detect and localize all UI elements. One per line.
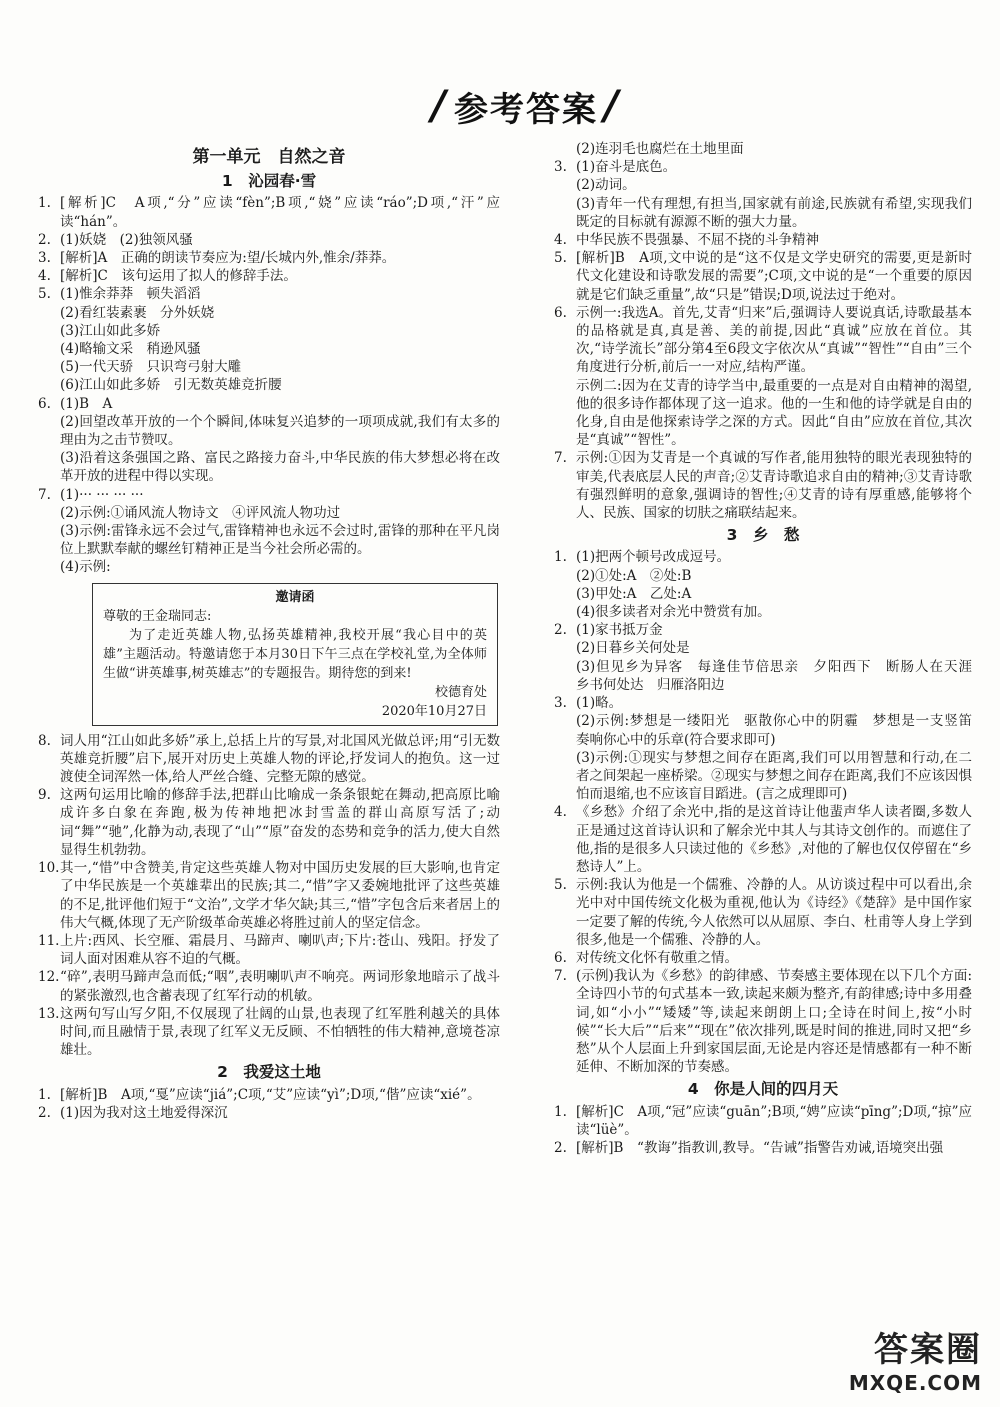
answer-item [38, 285, 500, 303]
answer-text: [解析]B A项,“戛”应读“jiá”;C项,“艾”应读“yì”;D项,“偕”应读“xié”。 [60, 1086, 481, 1103]
answer-number: 2. [38, 1104, 51, 1121]
answer-text: 示例:我认为他是一个儒雅、冷静的人。从访谈过程中可以看出,余光中对中国传统文化极为重视,他认为《诗经》《楚辞》是中国作家一定要了解的传统,今人依然可以从屈原、李白、杜甫等人身上学到很多,他是一个儒雅、冷静的人。 [576, 877, 972, 948]
unit-title: 第一单元 自然之音 [192, 147, 346, 167]
answer-text: 其一,“惜”中含赞美,肯定这些英雄人物对中国历史发展的巨大影响,也肯定了中华民族是一个英雄辈出的民族;其二,“惜”字又委婉地批评了这些英雄的不足,批评他们短于“文治”,文学才华欠缺;其三,“惜”字包含后来者居上的伟大气概,体现了无产阶级革命英雄必将胜过前人的坚定信念。 [60, 860, 500, 931]
answer-item [554, 803, 972, 876]
answer-text: [解析]C A项,“分”应读“fèn”;B项,“娆”应读“ráo”;D项,“汗”应读“hán”。 [60, 195, 500, 230]
answer-item [38, 732, 500, 787]
answer-subline: (2)示例:①诵风流人物诗文 ④评风流人物功过 [60, 504, 341, 521]
answer-subline: (3)沿着这条强国之路、富民之路接力奋斗,中华民族的伟大梦想必将在改革开放的进程中得以实现。 [60, 450, 500, 485]
answer-subline: (3)但见乡为异客 每逢佳节倍思亲 夕阳西下 断肠人在天涯 乡书何处达 归雁洛阳边 [576, 658, 986, 693]
answer-text: (1)把两个顿号改成逗号。 [576, 549, 731, 566]
left-column [38, 140, 500, 1122]
answer-subline: (3)青年一代有理想,有担当,国家就有前途,民族就有希望,实现我们既定的目标就有源源不断的强大力量。 [576, 195, 972, 230]
answer-item [38, 859, 500, 932]
answer-item [38, 786, 500, 859]
answer-item [554, 694, 972, 712]
page-title-text: 参考答案 [454, 89, 598, 130]
answer-text: (1)奋斗是底色。 [576, 159, 677, 176]
answer-number: 1. [554, 549, 567, 566]
answer-number: 1. [554, 1103, 567, 1120]
answer-subline: (4)示例: [60, 559, 111, 576]
answer-text: (1)B A [60, 395, 113, 412]
answer-item [38, 1104, 500, 1122]
answer-item [554, 1103, 972, 1139]
answer-item [38, 231, 500, 249]
answer-subline: 示例二:因为在艾青的诗学当中,最重要的一点是对自由精神的渴望,他的很多诗作都体现了这一追求。他的一生和他的诗学就是自由的化身,自由是他探索诗学之深的方式。因此“自由”应放在首位,其次是“真诚”“智性”。 [576, 377, 972, 449]
answer-number: 13. [38, 1005, 60, 1022]
answer-subline: (6)江山如此多娇 引无数英雄竞折腰 [60, 377, 282, 394]
watermark-logo: 答案圈 [874, 1330, 982, 1370]
right-column [554, 140, 986, 1157]
answer-number: 10. [38, 860, 60, 877]
answer-subline: (2)回望改革开放的一个个瞬间,体味复兴追梦的一项项成就,我们有太多的理由为之击节赞叹。 [60, 413, 500, 449]
answer-subline: (4)略输文采 稍逊风骚 [60, 341, 201, 358]
answer-number: 7. [554, 450, 567, 467]
answer-text: 中华民族不畏强暴、不屈不挠的斗争精神 [576, 232, 819, 249]
lesson-title: 1 沁园春·雪 [221, 172, 317, 191]
answer-text: [解析]C A项,“冠”应读“guān”;B项,“娉”应读“pīng”;D项,“掠”应读“lüè”。 [576, 1103, 972, 1138]
answer-number: 1. [38, 1086, 51, 1103]
answer-text: (1)··· ··· ··· ··· [60, 486, 144, 503]
answer-number: 9. [38, 787, 51, 804]
answer-item [38, 267, 500, 285]
answer-item [554, 249, 972, 304]
answer-item [38, 194, 500, 230]
answer-item [38, 932, 500, 968]
answer-text: “碎”,表明马蹄声急而低;“咽”,表明喇叭声不响亮。两词形象地暗示了战斗的紧张激烈,也含蓄表现了红军行动的机敏。 [60, 969, 500, 1004]
answer-number: 7. [38, 486, 51, 503]
answer-number: 8. [38, 732, 51, 749]
answer-number: 7. [554, 968, 567, 985]
invitation-greeting: 尊敬的王金瑞同志: [103, 608, 212, 624]
answer-text: [解析]C 该句运用了拟人的修辞手法。 [60, 268, 297, 285]
answer-number: 6. [554, 304, 567, 321]
invitation-signer: 校德育处 [434, 684, 487, 700]
answer-item [554, 158, 972, 176]
answer-text: 这两句写山写夕阳,不仅展现了壮阔的山景,也表现了红军胜利越关的具体时间,而且融情于景,表现了红军义无反顾、不怕牺牲的伟大精神,意境苍凉雄壮。 [60, 1005, 500, 1059]
answer-text: 词人用“江山如此多娇”承上,总括上片的写景,对北国风光做总评;用“引无数英雄竞折腰”启下,展开对历史上英雄人物的评论,抒发词人的抱负。这一过渡使全词浑然一体,给人严丝合缝、完整无隙的感觉。 [60, 732, 500, 786]
answer-item [554, 449, 972, 522]
answer-subline: (3)示例:①现实与梦想之间存在距离,我们可以用智慧和行动,在二者之间架起一座桥梁。②现实与梦想之间存在距离,我们不应该因惧怕而退缩,也不应该盲目蹈进。(言之成理即可) [576, 749, 972, 803]
invitation-body: 为了走近英雄人物,弘扬英雄精神,我校开展“我心目中的英雄”主题活动。特邀请您于本月30日下午三点在学校礼堂,为全体师生做“讲英雄事,树英雄志”的专题报告。期待您的到来! [103, 627, 487, 681]
answer-number: 5. [554, 250, 567, 267]
answer-item [554, 967, 972, 1076]
answer-number: 5. [38, 286, 51, 303]
watermark [849, 1322, 982, 1395]
answer-number: 6. [38, 395, 51, 412]
answer-item [38, 249, 500, 267]
invitation-date: 2020年10月27日 [381, 703, 487, 719]
answer-number: 12. [38, 969, 60, 986]
answer-item [554, 876, 972, 949]
answer-text: (1)家书抵万金 [576, 622, 663, 639]
answer-text: (示例)我认为《乡愁》的韵律感、节奏感主要体现在以下几个方面:全诗四小节的句式基本一致,读起来颇为整齐,有韵律感;诗中多用叠词,如“小小”“矮矮”等,读起来朗朗上口;全诗在时间上,按“小时候”“长大后”“后来”“现在”依次排列,既是时间的推进,同时又把“乡愁”从个人层面上升到家国层面,无论是内容还是情感都有一种不断延伸、不断加深的节奏感。 [576, 968, 972, 1076]
answer-item [554, 949, 972, 967]
answer-subline: (2)动词。 [576, 177, 636, 194]
answer-number: 4. [554, 804, 567, 821]
answer-item [38, 968, 500, 1004]
answer-text: (1)因为我对这土地爱得深沉 [60, 1104, 228, 1121]
title-slash-right: / [604, 83, 621, 129]
answer-item [38, 486, 500, 504]
invitation-letter [92, 583, 498, 726]
answer-number: 2. [554, 622, 567, 639]
answer-number: 5. [554, 877, 567, 894]
answer-text: (1)略。 [576, 695, 623, 712]
answer-item [554, 304, 972, 377]
answer-subline: (2)看红装素裹 分外妖娆 [60, 304, 215, 321]
answer-number: 11. [38, 932, 60, 949]
answer-text: (1)妖娆 (2)独领风骚 [60, 231, 193, 248]
answer-number: 2. [38, 231, 51, 248]
answer-item [554, 621, 972, 639]
answer-text: 这两句运用比喻的修辞手法,把群山比喻成一条条银蛇在舞动,把高原比喻成许多白象在奔跑,极为传神地把冰封雪盖的群山高原写活了;动词“舞”“驰”,化静为动,表现了“山”“原”奋发的态势和竞争的活力,使大自然显得生机勃勃。 [60, 787, 500, 858]
answer-subline: (5)一代天骄 只识弯弓射大雕 [60, 359, 242, 376]
answer-subline: (2)①处:A ②处:B [576, 567, 692, 584]
answer-number: 4. [554, 232, 567, 249]
answer-item [38, 1086, 500, 1104]
answer-text: [解析]B A项,文中说的是“这不仅是文学史研究的需要,更是新时代文化建设和诗歌发展的需要”;C项,文中说的是“一个重要的原因就是它们缺乏重量”,故“只是”错误;D项,说法过于绝对。 [576, 250, 972, 303]
answer-text: 上片:西风、长空雁、霜晨月、马蹄声、喇叭声;下片:苍山、残阳。抒发了词人面对困难从容不迫的气概。 [60, 932, 500, 968]
answer-item [554, 548, 972, 566]
answer-subline: (2)日暮乡关何处是 [576, 640, 690, 657]
answer-subline: (2)连羽毛也腐烂在土地里面 [576, 141, 744, 157]
answer-number: 4. [38, 268, 51, 285]
answer-subline: (3)江山如此多娇 [60, 322, 161, 339]
title-slash-left: / [431, 83, 448, 129]
answer-subline: (4)很多读者对余光中赞赏有加。 [576, 604, 771, 621]
answer-text: [解析]A 正确的朗读节奏应为:望/长城内外,惟余/莽莽。 [60, 250, 396, 267]
answer-item [554, 231, 972, 249]
invitation-title: 邀请函 [275, 589, 315, 605]
watermark-url: MXQE.COM [848, 1371, 982, 1395]
answer-item [38, 1005, 500, 1060]
answer-item [38, 395, 500, 413]
answer-number: 1. [38, 195, 51, 212]
lesson-title: 2 我爱这土地 [217, 1063, 321, 1082]
answer-text: [解析]B “教诲”指教训,教导。“告诫”指警告劝诫,语境突出强 [576, 1139, 944, 1156]
answer-number: 3. [554, 695, 567, 712]
answer-text: 示例:①因为艾青是一个真诚的写作者,能用独特的眼光表现独特的审美,代表底层人民的声音;②艾青诗歌追求自由的精神;③艾青诗歌有强烈鲜明的意象,强调诗的智性;④艾青的诗有厚重感,能够将个人、民族、国家的切肤之痛联结起来。 [576, 450, 972, 522]
lesson-title: 3 乡 愁 [726, 526, 800, 545]
answer-subline: (3)甲处:A 乙处:A [576, 585, 692, 602]
answer-text: 示例一:我选A。首先,艾青“归来”后,强调诗人要说真话,诗歌最基本的品格就是真,真是善、美的前提,因此“真诚”应放在首位。其次,“诗学流长”部分第4至6段文字依次从“真诚”“智性”“自由”三个角度进行分析,前后一一对应,结构严谨。 [576, 304, 972, 376]
answer-subline: (2)示例:梦想是一缕阳光 驱散你心中的阴霾 梦想是一支竖笛 奏响你心中的乐章(符合要求即可) [576, 713, 986, 748]
lesson-title: 4 你是人间的四月天 [687, 1080, 839, 1099]
answer-number: 3. [554, 159, 567, 176]
answer-subline: (3)示例:雷锋永远不会过气,雷锋精神也永远不会过时,雷锋的那种在平凡岗位上默默奉献的螺丝钉精神正是当今社会所必需的。 [60, 523, 500, 558]
answer-number: 3. [38, 250, 51, 267]
page-title [410, 84, 642, 128]
answer-text: 对传统文化怀有敬重之情。 [576, 949, 738, 966]
answer-number: 6. [554, 949, 567, 966]
answer-text: (1)惟余莽莽 顿失滔滔 [60, 286, 201, 303]
answer-text: 《乡愁》介绍了余光中,指的是这首诗让他蜚声华人读者圈,多数人正是通过这首诗认识和了解余光中其人与其诗文创作的。而遮住了他,指的是很多人只读过他的《乡愁》,对他的了解也仅仅停留在“乡愁诗人”上。 [576, 804, 972, 875]
answer-item [554, 1139, 972, 1157]
answer-number: 2. [554, 1139, 567, 1156]
